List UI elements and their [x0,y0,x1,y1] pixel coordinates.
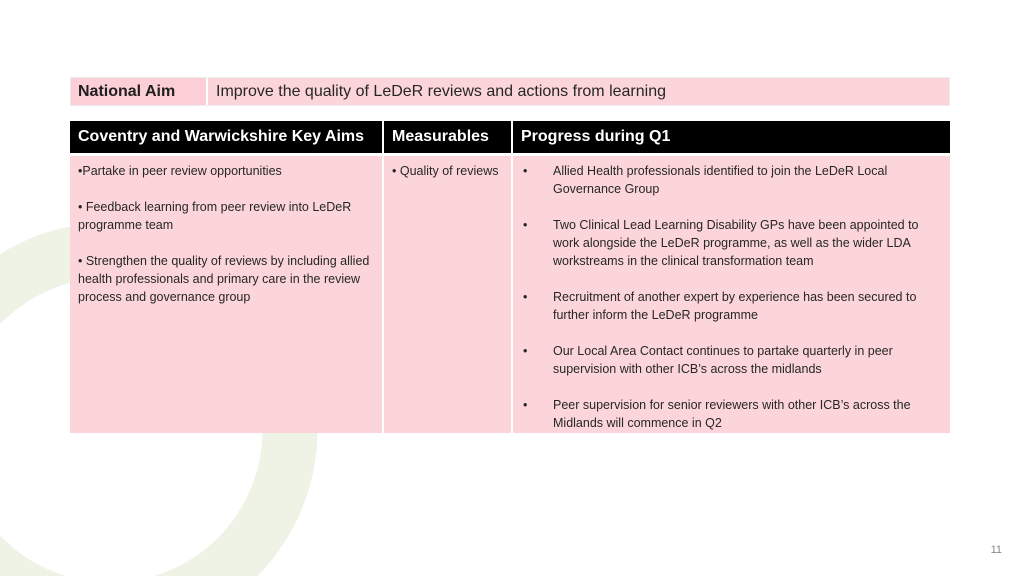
table-row [70,156,950,433]
progress-item-text: Peer supervision for senior reviewers with other ICB’s across the Midlands will commence in Q2 [553,398,911,430]
bullet-icon: • [523,218,528,232]
progress-item-text: Allied Health professionals identified to join the LeDeR Local Governance Group [553,164,888,196]
progress-item-text: Our Local Area Contact continues to partake quarterly in peer supervision with other ICB’s across the midlands [553,344,893,376]
bullet-icon: • [523,290,528,304]
bullet-icon: • [523,164,528,178]
table-header-row [70,121,950,153]
key-aim-item: • Strengthen the quality of reviews by including allied health professionals and primary care in the review process and governance group [78,254,370,304]
national-aim-text: Improve the quality of LeDeR reviews and actions from learning [216,83,666,100]
progress-item-text: Two Clinical Lead Learning Disability GPs have been appointed to work alongside the LeDeR programme, as well as the wider LDA workstreams in the clinical transformation team [553,218,919,268]
header-progress: Progress during Q1 [521,128,671,145]
list-item [521,288,942,324]
page-number: 11 [990,544,1002,556]
key-aim-item: • Feedback learning from peer review into LeDeR programme team [78,200,352,232]
bullet-icon: • [523,344,528,358]
progress-item-text: Recruitment of another expert by experience has been secured to further inform the LeDeR programme [553,290,917,322]
bullet-icon: • [523,398,528,412]
key-aims-cell [70,156,384,433]
header-measurables: Measurables [384,121,513,153]
list-item [521,342,942,378]
key-aim-item: •Partake in peer review opportunities [78,164,282,178]
national-aim-row [70,77,950,106]
list-item [521,162,942,198]
progress-list [521,162,942,432]
measurables-cell [384,156,513,433]
header-key-aims: Coventry and Warwickshire Key Aims [70,121,384,153]
list-item [521,396,942,432]
national-aim-label: National Aim [71,78,208,105]
aims-table [70,121,950,433]
list-item [521,216,942,270]
measurable-item: • Quality of reviews [392,164,499,178]
progress-cell [513,156,950,433]
